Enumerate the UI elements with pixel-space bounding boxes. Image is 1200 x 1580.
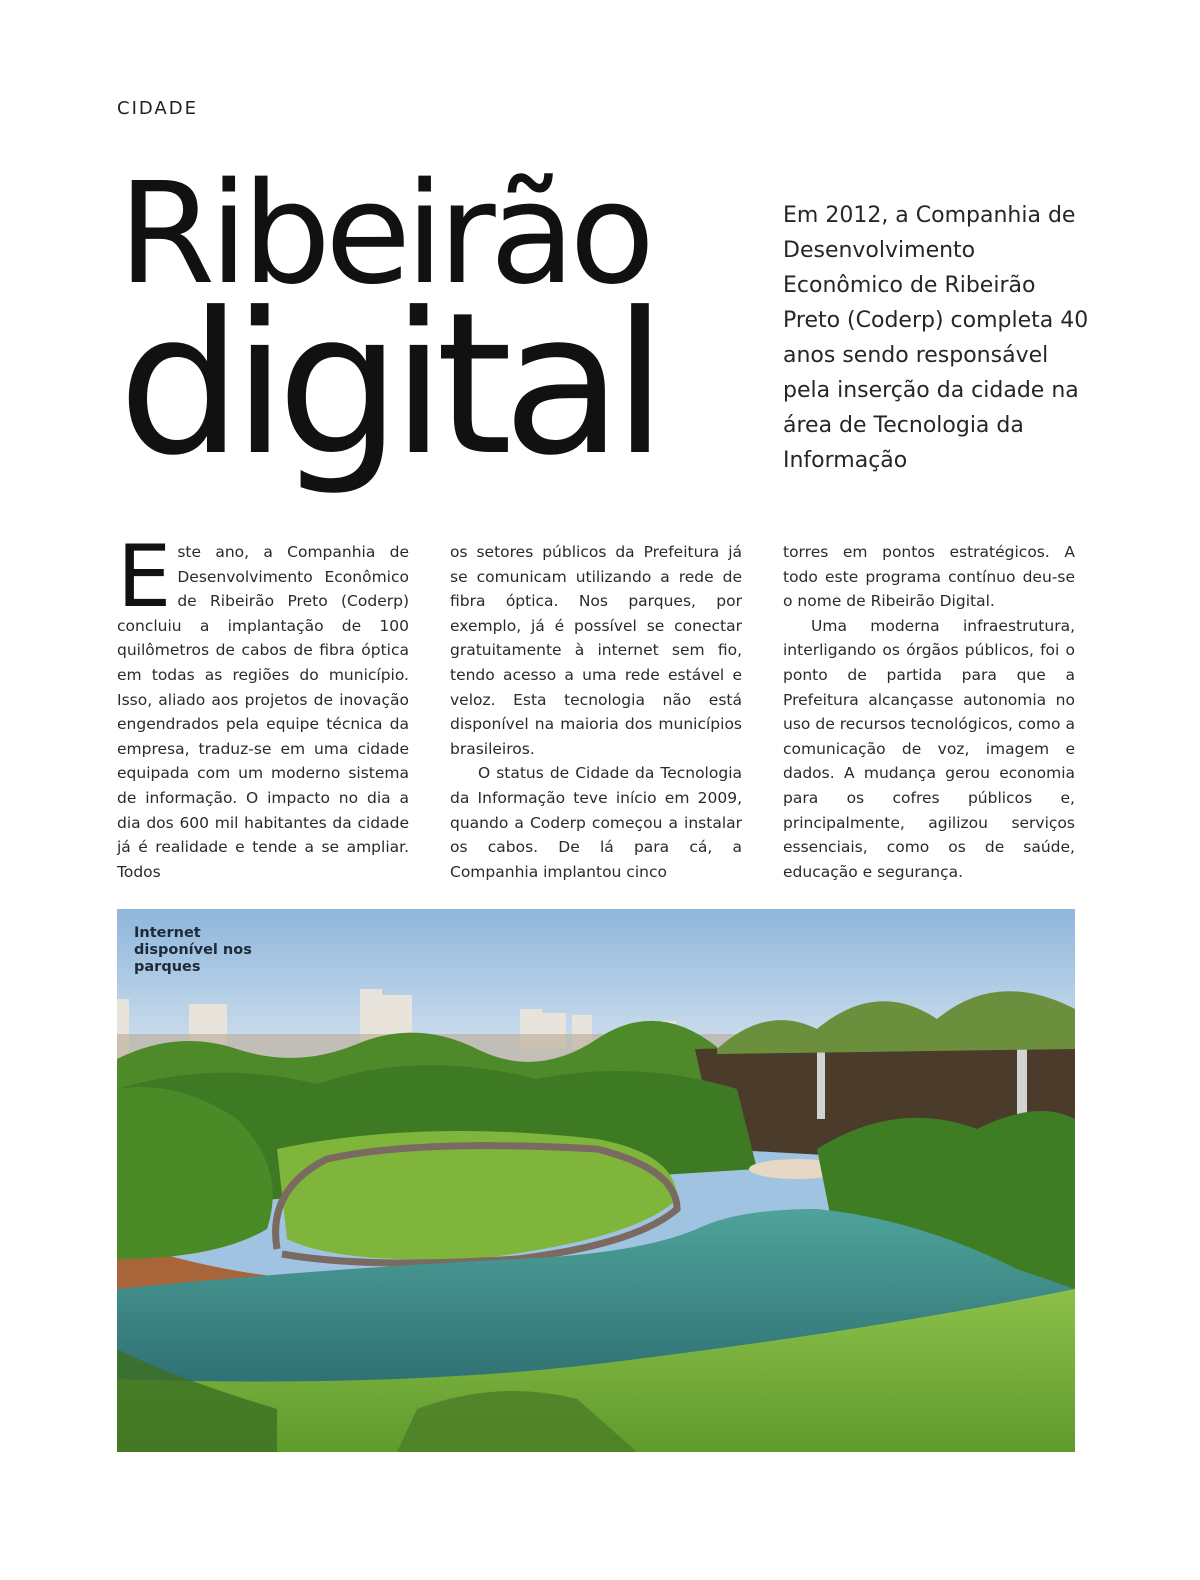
headline-line-1: Ribeirão <box>118 153 650 316</box>
park-photo <box>117 909 1075 1452</box>
lead-paragraph: Em 2012, a Companhia de Desenvolvimento Econômico de Ribeirão Preto (Coderp) completa 40 anos sendo responsável pela inserção da cidade na área de Tecnologia da Informação <box>783 203 1089 473</box>
body-paragraph: torres em pontos estratégicos. A todo este programa contínuo deu-se o nome de Ribeirão Digital. <box>783 543 1075 611</box>
drop-cap: E <box>117 527 172 627</box>
photo-caption: Internet disponível nos parques <box>134 925 252 975</box>
park-illustration <box>117 909 1075 1452</box>
body-column-1 <box>117 527 409 884</box>
headline-line-2: digital <box>118 271 658 499</box>
waterfall <box>817 1049 825 1119</box>
waterfall <box>1017 1049 1027 1114</box>
section-label: CIDADE <box>117 98 198 119</box>
body-column-2 <box>450 540 742 884</box>
body-paragraph: Uma moderna infraestrutura, interligando os órgãos públicos, foi o ponto de partida para que a Prefeitura alcançasse autonomia no uso de recursos tecnológicos, como a comunicação de voz, imagem e dados. A mudança gerou economia para os cofres públicos e, principalmente, agilizou serviços essenciais, como os de saúde, educação e segurança. <box>783 616 1075 881</box>
body-paragraph: O status de Cidade da Tecnologia da Informação teve início em 2009, quando a Coderp começou a instalar os cabos. De lá para cá, a Companhia implantou cinco <box>450 764 742 881</box>
body-column-3 <box>783 540 1075 884</box>
body-paragraph: ste ano, a Companhia de Desenvolvimento Econômico de Ribeirão Preto (Coderp) concluiu a implantação de 100 quilômetros de cabos de fibra óptica em todas as regiões do município. Isso, aliado aos projetos de inovação engendrados pela equipe técnica da empresa, traduz-se em uma cidade equipada com um moderno sistema de informação. O impacto no dia a dia dos 600 mil habitantes da cidade já é realidade e tende a se ampliar. Todos <box>117 543 409 881</box>
body-paragraph: os setores públicos da Prefeitura já se comunicam utilizando a rede de fibra óptica. Nos parques, por exemplo, já é possível se conectar gratuitamente à internet sem fio, tendo acesso a uma rede estável e veloz. Esta tecnologia não está disponível na maioria dos municípios brasileiros. <box>450 543 742 758</box>
